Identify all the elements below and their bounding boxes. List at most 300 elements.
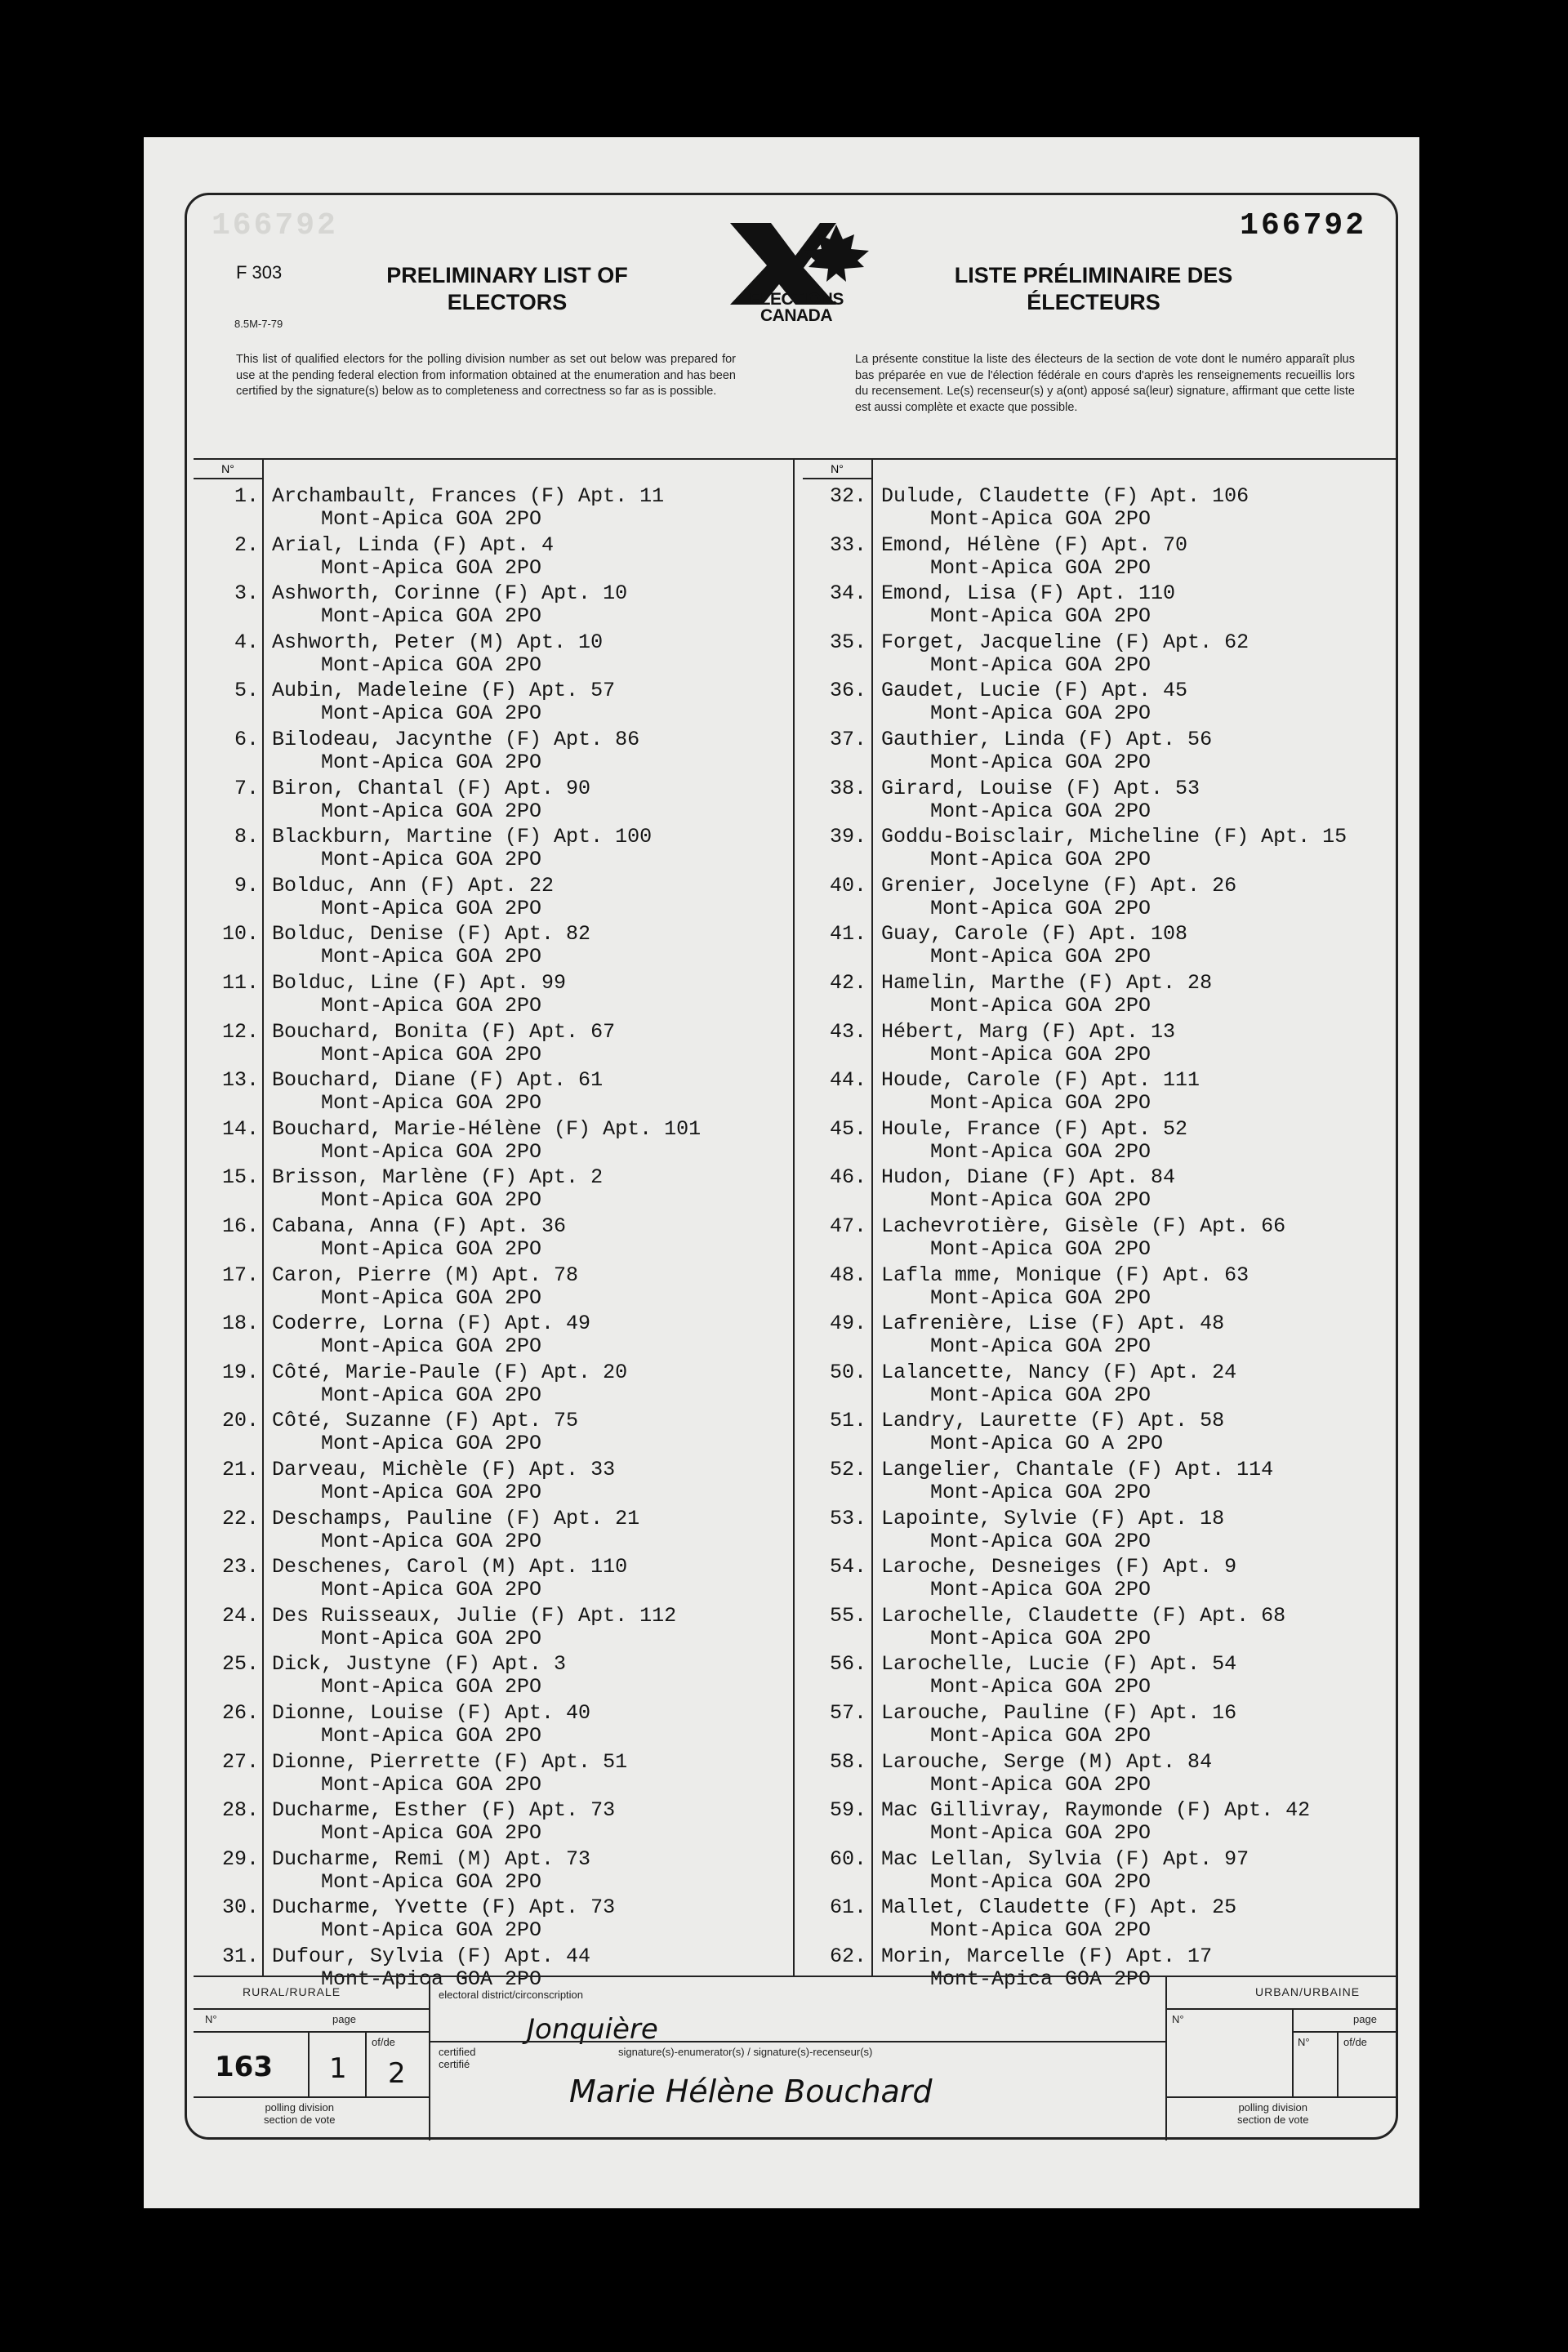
elector-name-line: Bouchard, Marie-Hélène (F) Apt. 101 (272, 1116, 702, 1141)
urban-label: URBAN/URBAINE (1255, 1985, 1361, 1998)
elector-entry (793, 1020, 1396, 1069)
elector-address-line: Mont-Apica GOA 2PO (930, 1918, 1152, 1943)
rural-of-label: of/de (372, 2036, 395, 2048)
elector-entry (194, 484, 793, 533)
elector-name-line: Coderre, Lorna (F) Apt. 49 (272, 1312, 591, 1336)
elector-name-line: Laroche, Desneiges (F) Apt. 9 (881, 1555, 1237, 1579)
elector-number: 43. (829, 1019, 866, 1044)
elector-name-line: Gauthier, Linda (F) Apt. 56 (881, 728, 1213, 751)
elector-name-line: Bilodeau, Jacynthe (F) Apt. 86 (272, 728, 640, 751)
document-page (144, 137, 1419, 2208)
elector-name-line: Biron, Chantal (F) Apt. 90 (272, 776, 591, 800)
elector-entry (194, 1652, 793, 1701)
elector-entry (793, 1312, 1396, 1361)
elector-address-line: Mont-Apica GOA 2PO (930, 507, 1152, 531)
elector-address-line: Mont-Apica GOA 2PO (930, 555, 1152, 580)
logo-wordmark (706, 292, 886, 324)
elector-address-line: Mont-Apica GOA 2PO (321, 1529, 542, 1553)
elector-number: 52. (829, 1458, 866, 1481)
elector-address-line: Mont-Apica GOA 2PO (321, 1139, 542, 1164)
elector-address-line: Mont-Apica GOA 2PO (321, 1626, 542, 1650)
electors-column-left (194, 460, 795, 1991)
elector-address-line: Mont-Apica GOA 2PO (930, 1578, 1152, 1602)
elector-address-line: Mont-Apica GOA 2PO (321, 604, 542, 629)
elector-number: 59. (829, 1798, 866, 1823)
elector-number: 25. (221, 1652, 259, 1677)
elector-name-line: Dionne, Pierrette (F) Apt. 51 (272, 1749, 628, 1774)
elector-number: 54. (829, 1555, 866, 1579)
elector-number: 60. (829, 1846, 866, 1871)
elector-number: 26. (221, 1701, 259, 1725)
intro-text-english: This list of qualified electors for the polling division number as set out below was prepared for use at the pending federal election from information obtained at the enumeration and has been certified by the signature(s) below as to completeness and correctness so far as is possible. (236, 353, 736, 398)
elector-address-line: Mont-Apica GOA 2PO (930, 1724, 1152, 1748)
elector-entry (793, 1165, 1396, 1214)
elector-address-line: Mont-Apica GOA 2PO (321, 751, 542, 774)
elector-address-line: Mont-Apica GOA 2PO (930, 994, 1152, 1018)
elector-number: 35. (829, 630, 866, 654)
elector-address-line: Mont-Apica GOA 2PO (321, 1091, 542, 1116)
elector-name-line: Ducharme, Esther (F) Apt. 73 (272, 1798, 616, 1823)
elector-name-line: Des Ruisseaux, Julie (F) Apt. 112 (272, 1603, 677, 1628)
elector-number: 27. (221, 1749, 259, 1774)
elector-number: 4. (234, 630, 259, 654)
electors-column-right (793, 460, 1396, 1991)
elector-name-line: Caron, Pierre (M) Apt. 78 (272, 1263, 579, 1287)
elector-number: 22. (221, 1506, 259, 1530)
elector-name-line: Dionne, Louise (F) Apt. 40 (272, 1701, 591, 1725)
elector-address-line: Mont-Apica GOA 2PO (321, 1432, 542, 1456)
elector-name-line: Bolduc, Ann (F) Apt. 22 (272, 873, 555, 898)
elector-entry (194, 1798, 793, 1847)
elector-address-line: Mont-Apica GOA 2PO (321, 1481, 542, 1504)
rural-page-label: page (332, 2013, 356, 2025)
faint-serial-number: 166792 (212, 208, 338, 243)
elector-address-line: Mont-Apica GOA 2PO (321, 653, 542, 677)
elector-entry (793, 971, 1396, 1020)
signature-label: signature(s)-enumerator(s) / signature(s)-recenseur(s) (618, 2046, 873, 2058)
elector-name-line: Larochelle, Claudette (F) Apt. 68 (881, 1603, 1286, 1628)
elector-name-line: Houle, France (F) Apt. 52 (881, 1116, 1188, 1141)
elector-name-line: Girard, Louise (F) Apt. 53 (881, 776, 1200, 800)
elector-number: 38. (829, 776, 866, 800)
elector-name-line: Arial, Linda (F) Apt. 4 (272, 532, 555, 557)
elector-number: 50. (829, 1360, 866, 1384)
elector-name-line: Hamelin, Marthe (F) Apt. 28 (881, 971, 1213, 995)
elector-address-line: Mont-Apica GOA 2PO (930, 1529, 1152, 1553)
elector-name-line: Gaudet, Lucie (F) Apt. 45 (881, 679, 1188, 703)
elector-number: 11. (221, 971, 259, 995)
elector-address-line: Mont-Apica GOA 2PO (321, 848, 542, 872)
elector-number: 44. (829, 1068, 866, 1093)
elector-address-line: Mont-Apica GOA 2PO (930, 1334, 1152, 1359)
intro-text-french: La présente constitue la liste des électeurs de la section de vote dont le numéro apparaît plus bas préparée en vue de l'élection fédérale en cours d'après les renseignements recueillis lors du recensement. Le(s) recenseur(s) y a(ont) apposé sa(leur) signature, affirmant que cette liste est aussi complète et exacte que possible. (855, 353, 1355, 414)
elector-entry (793, 1263, 1396, 1312)
elector-number: 17. (221, 1263, 259, 1287)
elector-entry (793, 1895, 1396, 1944)
elector-name-line: Cabana, Anna (F) Apt. 36 (272, 1214, 567, 1238)
elector-name-line: Bolduc, Line (F) Apt. 99 (272, 971, 567, 995)
elector-entry (194, 1020, 793, 1069)
elector-entry (194, 1165, 793, 1214)
elector-address-line: Mont-Apica GOA 2PO (321, 1237, 542, 1261)
elector-name-line: Côté, Marie-Paule (F) Apt. 20 (272, 1360, 628, 1384)
elector-address-line: Mont-Apica GOA 2PO (321, 1334, 542, 1359)
divider (1165, 2008, 1396, 2010)
form-number: F 303 (236, 262, 283, 283)
elector-name-line: Ducharme, Remi (M) Apt. 73 (272, 1846, 591, 1871)
elector-entry (793, 1361, 1396, 1410)
elector-entry (793, 777, 1396, 826)
elector-name-line: Grenier, Jocelyne (F) Apt. 26 (881, 873, 1237, 898)
title-english-line2: ELECTORS (447, 290, 568, 314)
elector-entry (793, 1847, 1396, 1896)
elector-number: 8. (234, 825, 259, 849)
elector-name-line: Lafla mme, Monique (F) Apt. 63 (881, 1263, 1250, 1287)
elector-number: 62. (829, 1944, 866, 1968)
elector-address-line: Mont-Apica GOA 2PO (321, 1724, 542, 1748)
elector-number: 13. (221, 1068, 259, 1093)
elector-number: 23. (221, 1555, 259, 1579)
enumerator-signature: Marie Hélène Bouchard (569, 2074, 933, 2109)
elector-address-line: Mont-Apica GOA 2PO (321, 994, 542, 1018)
divider (365, 2031, 367, 2096)
elector-number: 39. (829, 825, 866, 849)
print-code: 8.5M-7-79 (234, 318, 283, 330)
elector-name-line: Ashworth, Corinne (F) Apt. 10 (272, 581, 628, 606)
elector-entry (194, 922, 793, 971)
elector-entry (194, 1750, 793, 1799)
elector-entry (194, 1409, 793, 1458)
elector-entry (194, 1214, 793, 1263)
polling-label-fr: section de vote (1237, 2114, 1309, 2126)
polling-label-en: polling division (265, 2101, 334, 2114)
divider (1292, 2031, 1396, 2033)
page-of-number: 2 (388, 2057, 406, 2090)
elector-name-line: Langelier, Chantale (F) Apt. 114 (881, 1458, 1274, 1481)
elector-number: 32. (829, 484, 866, 508)
elector-name-line: Deschenes, Carol (M) Apt. 110 (272, 1555, 628, 1579)
elector-entry (194, 1263, 793, 1312)
elector-entry (194, 971, 793, 1020)
elector-name-line: Hébert, Marg (F) Apt. 13 (881, 1019, 1176, 1044)
elector-name-line: Bouchard, Bonita (F) Apt. 67 (272, 1019, 616, 1044)
elector-entry (793, 728, 1396, 777)
elector-entry (194, 679, 793, 728)
certified-fr: certifié (439, 2058, 470, 2070)
elector-name-line: Dulude, Claudette (F) Apt. 106 (881, 484, 1250, 508)
elector-number: 33. (829, 532, 866, 557)
elector-name-line: Aubin, Madeleine (F) Apt. 57 (272, 679, 616, 703)
elector-entry (793, 581, 1396, 630)
elector-number: 19. (221, 1360, 259, 1384)
elector-address-line: Mont-Apica GOA 2PO (321, 1042, 542, 1067)
elector-address-line: Mont-Apica GOA 2PO (930, 1383, 1152, 1407)
elector-number: 56. (829, 1652, 866, 1677)
elector-entry (194, 728, 793, 777)
elector-entry (194, 1068, 793, 1117)
elector-entry (793, 1214, 1396, 1263)
elector-number: 51. (829, 1409, 866, 1433)
elector-address-line: Mont-Apica GOA 2PO (930, 751, 1152, 774)
elector-address-line: Mont-Apica GOA 2PO (930, 1869, 1152, 1894)
elector-number: 12. (221, 1019, 259, 1044)
elector-number: 10. (221, 922, 259, 947)
elector-entry (793, 825, 1396, 874)
elector-entry (793, 922, 1396, 971)
elector-name-line: Mac Gillivray, Raymonde (F) Apt. 42 (881, 1798, 1311, 1823)
elector-name-line: Archambault, Frances (F) Apt. 11 (272, 484, 665, 508)
elector-number: 1. (234, 484, 259, 508)
elector-address-line: Mont-Apica GOA 2PO (930, 702, 1152, 726)
elector-number: 36. (829, 679, 866, 703)
divider (1165, 2096, 1396, 2098)
elector-address-line: Mont-Apica GOA 2PO (321, 1383, 542, 1407)
elector-entry (793, 1604, 1396, 1653)
title-french (906, 262, 1281, 316)
elector-address-line: Mont-Apica GOA 2PO (321, 896, 542, 920)
elector-address-line: Mont-Apica GOA 2PO (321, 1967, 542, 1991)
elector-number: 55. (829, 1603, 866, 1628)
elector-entry (194, 1117, 793, 1166)
elector-entry (793, 1555, 1396, 1604)
logo-line2: CANADA (760, 306, 832, 325)
elector-entry (793, 1068, 1396, 1117)
urban-page-no-label: N° (1298, 2036, 1310, 2048)
divider (194, 2008, 430, 2010)
elector-name-line: Dick, Justyne (F) Apt. 3 (272, 1652, 567, 1677)
elector-name-line: Darveau, Michèle (F) Apt. 33 (272, 1458, 616, 1481)
elector-address-line: Mont-Apica GOA 2PO (930, 1772, 1152, 1797)
elector-name-line: Landry, Laurette (F) Apt. 58 (881, 1409, 1225, 1433)
elector-number: 42. (829, 971, 866, 995)
elector-number: 34. (829, 581, 866, 606)
elector-address-line: Mont-Apica GOA 2PO (930, 1821, 1152, 1846)
title-french-line2: ÉLECTEURS (1027, 290, 1160, 314)
elector-entry (793, 1750, 1396, 1799)
elector-name-line: Larouche, Serge (M) Apt. 84 (881, 1749, 1213, 1774)
elector-entry (194, 1555, 793, 1604)
elector-address-line: Mont-Apica GOA 2PO (321, 555, 542, 580)
elector-entry (194, 1701, 793, 1750)
elector-number: 40. (829, 873, 866, 898)
elector-entry (194, 1312, 793, 1361)
title-english-line1: PRELIMINARY LIST OF (386, 263, 628, 287)
elector-number: 14. (221, 1116, 259, 1141)
number-column-header: N° (803, 460, 873, 479)
elector-address-line: Mont-Apica GOA 2PO (321, 1869, 542, 1894)
elector-entry (793, 1409, 1396, 1458)
elector-address-line: Mont-Apica GOA 2PO (930, 896, 1152, 920)
electors-table (194, 458, 1396, 1991)
elector-number: 6. (234, 728, 259, 751)
elector-entry (793, 679, 1396, 728)
elector-name-line: Bolduc, Denise (F) Apt. 82 (272, 922, 591, 947)
elector-entry (194, 1895, 793, 1944)
elector-name-line: Morin, Marcelle (F) Apt. 17 (881, 1944, 1213, 1968)
elector-number: 48. (829, 1263, 866, 1287)
elector-number: 30. (221, 1895, 259, 1920)
elector-number: 28. (221, 1798, 259, 1823)
elector-number: 45. (829, 1116, 866, 1141)
elector-address-line: Mont-Apica GOA 2PO (930, 1675, 1152, 1699)
elector-entry (194, 533, 793, 582)
title-french-line1: LISTE PRÉLIMINAIRE DES (954, 263, 1233, 287)
elector-number: 31. (221, 1944, 259, 1968)
elector-address-line: Mont-Apica GOA 2PO (930, 1626, 1152, 1650)
district-value: Jonquière (527, 2013, 658, 2046)
elector-entry (793, 1652, 1396, 1701)
elector-entry (194, 777, 793, 826)
elector-name-line: Lalancette, Nancy (F) Apt. 24 (881, 1360, 1237, 1384)
elector-number: 53. (829, 1506, 866, 1530)
divider (1292, 2008, 1294, 2096)
urban-page-label: page (1353, 2013, 1377, 2025)
elector-name-line: Mallet, Claudette (F) Apt. 25 (881, 1895, 1237, 1920)
elector-name-line: Lachevrotière, Gisèle (F) Apt. 66 (881, 1214, 1286, 1238)
elector-number: 2. (234, 532, 259, 557)
elector-entry (793, 1458, 1396, 1507)
elector-name-line: Brisson, Marlène (F) Apt. 2 (272, 1165, 604, 1190)
elector-address-line: Mont-Apica GOA 2PO (321, 1772, 542, 1797)
elector-address-line: Mont-Apica GOA 2PO (321, 1188, 542, 1213)
elector-entry (194, 825, 793, 874)
elector-number: 21. (221, 1458, 259, 1481)
elector-name-line: Ashworth, Peter (M) Apt. 10 (272, 630, 604, 654)
logo-line1: ELECTIONS (749, 290, 844, 309)
elector-entry (793, 533, 1396, 582)
elector-address-line: Mont-Apica GOA 2PO (321, 1821, 542, 1846)
number-column-header: N° (194, 460, 264, 479)
elector-name-line: Guay, Carole (F) Apt. 108 (881, 922, 1188, 947)
elector-name-line: Côté, Suzanne (F) Apt. 75 (272, 1409, 579, 1433)
elector-address-line: Mont-Apica GOA 2PO (321, 507, 542, 531)
elector-name-line: Deschamps, Pauline (F) Apt. 21 (272, 1506, 640, 1530)
electors-form (185, 193, 1398, 2140)
elector-number: 47. (829, 1214, 866, 1238)
elector-number: 61. (829, 1895, 866, 1920)
elector-address-line: Mont-Apica GOA 2PO (930, 653, 1152, 677)
urban-polling-division-label (1237, 2101, 1308, 2126)
elector-address-line: Mont-Apica GO A 2PO (930, 1432, 1164, 1456)
elector-number: 58. (829, 1749, 866, 1774)
polling-label-en: polling division (1238, 2101, 1307, 2114)
elector-name-line: Houde, Carole (F) Apt. 111 (881, 1068, 1200, 1093)
rural-label: RURAL/RURALE (243, 1985, 341, 1998)
elector-number: 37. (829, 728, 866, 751)
serial-number: 166792 (1240, 208, 1366, 243)
elector-name-line: Forget, Jacqueline (F) Apt. 62 (881, 630, 1250, 654)
elector-address-line: Mont-Apica GOA 2PO (930, 1091, 1152, 1116)
elector-address-line: Mont-Apica GOA 2PO (930, 1188, 1152, 1213)
elector-entry (194, 1458, 793, 1507)
elector-address-line: Mont-Apica GOA 2PO (930, 1481, 1152, 1504)
elector-number: 29. (221, 1846, 259, 1871)
certified-label (439, 2046, 476, 2070)
elector-address-line: Mont-Apica GOA 2PO (321, 1285, 542, 1310)
elector-number: 3. (234, 581, 259, 606)
elector-address-line: Mont-Apica GOA 2PO (321, 1918, 542, 1943)
elector-entry (194, 630, 793, 679)
elector-address-line: Mont-Apica GOA 2PO (930, 1285, 1152, 1310)
elector-address-line: Mont-Apica GOA 2PO (930, 604, 1152, 629)
elector-entry (194, 1361, 793, 1410)
elector-name-line: Hudon, Diane (F) Apt. 84 (881, 1165, 1176, 1190)
divider (1337, 2031, 1339, 2096)
elector-number: 57. (829, 1701, 866, 1725)
elector-address-line: Mont-Apica GOA 2PO (321, 702, 542, 726)
elector-entry (793, 1117, 1396, 1166)
elector-number: 24. (221, 1603, 259, 1628)
elector-entry (793, 1798, 1396, 1847)
elector-name-line: Mac Lellan, Sylvia (F) Apt. 97 (881, 1846, 1250, 1871)
elector-entry (194, 1604, 793, 1653)
elector-address-line: Mont-Apica GOA 2PO (930, 848, 1152, 872)
elector-name-line: Ducharme, Yvette (F) Apt. 73 (272, 1895, 616, 1920)
elector-number: 15. (221, 1165, 259, 1190)
elector-number: 20. (221, 1409, 259, 1433)
elector-address-line: Mont-Apica GOA 2PO (930, 945, 1152, 969)
elector-name-line: Lafrenière, Lise (F) Apt. 48 (881, 1312, 1225, 1336)
title-english (360, 262, 654, 316)
elector-number: 46. (829, 1165, 866, 1190)
elector-name-line: Goddu-Boisclair, Micheline (F) Apt. 15 (881, 825, 1348, 849)
certified-en: certified (439, 2046, 476, 2058)
elector-address-line: Mont-Apica GOA 2PO (930, 1967, 1152, 1991)
elector-address-line: Mont-Apica GOA 2PO (930, 1139, 1152, 1164)
divider (194, 2096, 430, 2098)
elector-address-line: Mont-Apica GOA 2PO (930, 799, 1152, 823)
urban-no-label: N° (1172, 2013, 1184, 2025)
elector-address-line: Mont-Apica GOA 2PO (930, 1237, 1152, 1261)
elector-number: 16. (221, 1214, 259, 1238)
elector-address-line: Mont-Apica GOA 2PO (321, 945, 542, 969)
elector-name-line: Emond, Lisa (F) Apt. 110 (881, 581, 1176, 606)
elector-address-line: Mont-Apica GOA 2PO (321, 1578, 542, 1602)
district-label: electoral district/circonscription (439, 1989, 584, 2001)
elector-address-line: Mont-Apica GOA 2PO (321, 799, 542, 823)
elector-entry (194, 581, 793, 630)
elector-entry (793, 1507, 1396, 1556)
elector-name-line: Emond, Hélène (F) Apt. 70 (881, 532, 1188, 557)
elector-number: 49. (829, 1312, 866, 1336)
rural-no-label: N° (205, 2013, 217, 2025)
rural-polling-division-label (264, 2101, 335, 2126)
polling-label-fr: section de vote (264, 2114, 336, 2126)
elector-name-line: Lapointe, Sylvie (F) Apt. 18 (881, 1506, 1225, 1530)
elector-number: 18. (221, 1312, 259, 1336)
divider (194, 2031, 430, 2033)
elector-entry (194, 1507, 793, 1556)
elector-number: 41. (829, 922, 866, 947)
elector-name-line: Larochelle, Lucie (F) Apt. 54 (881, 1652, 1237, 1677)
elector-name-line: Bouchard, Diane (F) Apt. 61 (272, 1068, 604, 1093)
elector-entry (793, 484, 1396, 533)
polling-division-number: 163 (215, 2051, 273, 2083)
signature-line (430, 2041, 1165, 2042)
elector-name-line: Larouche, Pauline (F) Apt. 16 (881, 1701, 1237, 1725)
elector-entry (793, 874, 1396, 923)
elector-name-line: Dufour, Sylvia (F) Apt. 44 (272, 1944, 591, 1968)
elector-entry (194, 1847, 793, 1896)
elector-name-line: Blackburn, Martine (F) Apt. 100 (272, 825, 653, 849)
elector-entry (194, 874, 793, 923)
urban-of-label: of/de (1343, 2036, 1367, 2048)
elector-entry (793, 1701, 1396, 1750)
elector-number: 9. (234, 873, 259, 898)
elector-address-line: Mont-Apica GOA 2PO (321, 1675, 542, 1699)
form-footer (194, 1976, 1396, 2140)
elector-entry (793, 630, 1396, 679)
